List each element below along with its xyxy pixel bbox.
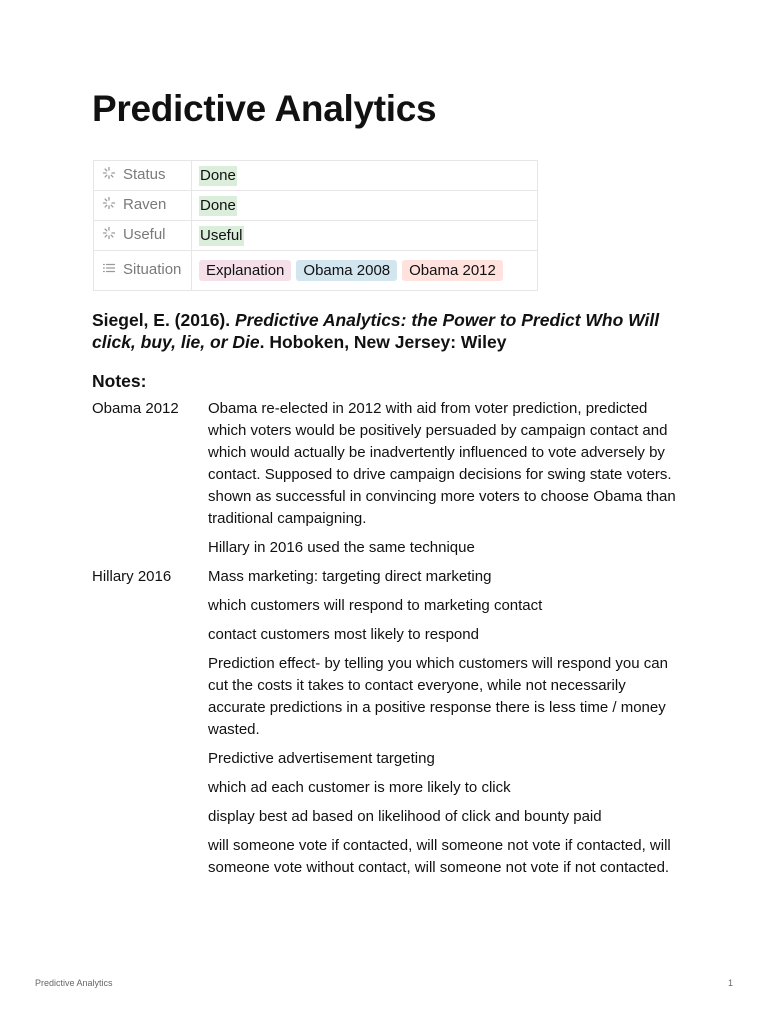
note-paragraph: which customers will respond to marketing contact bbox=[208, 597, 543, 614]
useful-value[interactable]: Useful bbox=[200, 226, 243, 244]
property-row-status bbox=[94, 161, 538, 191]
notes-heading: Notes: bbox=[92, 371, 147, 391]
citation-title: Predictive Analytics: the Power to Predict Who Will click, buy, lie, or Die bbox=[92, 310, 660, 352]
note-paragraph: display best ad based on likelihood of click and bounty paid bbox=[208, 808, 602, 825]
note-paragraph: will someone vote if contacted, will someone not vote if contacted, will someone vote without contact, will someone not vote if not contacted. bbox=[208, 837, 671, 876]
note-paragraph: Hillary in 2016 used the same technique bbox=[208, 539, 475, 556]
raven-value[interactable]: Done bbox=[200, 196, 236, 214]
tag-obama-2012[interactable]: Obama 2012 bbox=[402, 260, 503, 281]
note-paragraph: which ad each customer is more likely to click bbox=[208, 779, 511, 796]
page-title: Predictive Analytics bbox=[92, 88, 437, 129]
property-key: Useful bbox=[123, 226, 166, 244]
property-row-situation bbox=[94, 251, 538, 291]
property-key: Raven bbox=[123, 196, 167, 214]
note-paragraph: contact customers most likely to respond bbox=[208, 626, 479, 643]
situation-tags bbox=[192, 251, 538, 291]
property-key: Status bbox=[123, 166, 166, 184]
note-key: Hillary 2016 bbox=[92, 568, 172, 585]
note-row-obama-2012 bbox=[92, 398, 682, 566]
note-key: Obama 2012 bbox=[92, 400, 179, 417]
page-number: 1 bbox=[727, 978, 733, 988]
tag-obama-2008[interactable]: Obama 2008 bbox=[296, 260, 397, 281]
status-value[interactable]: Done bbox=[200, 166, 236, 184]
footer-title: Predictive Analytics bbox=[35, 978, 113, 988]
note-paragraph: Predictive advertisement targeting bbox=[208, 750, 435, 767]
note-paragraph: Mass marketing: targeting direct marketing bbox=[208, 568, 492, 585]
status-icon bbox=[102, 196, 116, 214]
citation-suffix: . Hoboken, New Jersey: Wiley bbox=[259, 332, 507, 352]
tag-explanation[interactable]: Explanation bbox=[199, 260, 291, 281]
properties-table bbox=[93, 160, 538, 291]
list-icon bbox=[102, 261, 116, 279]
note-row-hillary-2016 bbox=[92, 566, 682, 886]
notes-list bbox=[92, 398, 682, 886]
property-row-useful bbox=[94, 221, 538, 251]
status-icon bbox=[102, 166, 116, 184]
note-paragraph: Obama re-elected in 2012 with aid from voter prediction, predicted which voters would be positively persuaded by campaign contact and which would actually be inadvertently influenced to vote adversely by contact. Supposed to drive campaign decisions for swing state voters. shown as successful in convincing more voters to choose Obama than traditional campaigning. bbox=[208, 400, 676, 527]
status-icon bbox=[102, 226, 116, 244]
property-key: Situation bbox=[123, 261, 182, 279]
citation bbox=[92, 309, 682, 353]
property-row-raven bbox=[94, 191, 538, 221]
note-paragraph: Prediction effect- by telling you which customers will respond you can cut the costs it takes to contact everyone, while not necessarily accurate predictions in a positive response there is less time / money wasted. bbox=[208, 655, 668, 738]
citation-prefix: Siegel, E. (2016). bbox=[92, 310, 235, 330]
